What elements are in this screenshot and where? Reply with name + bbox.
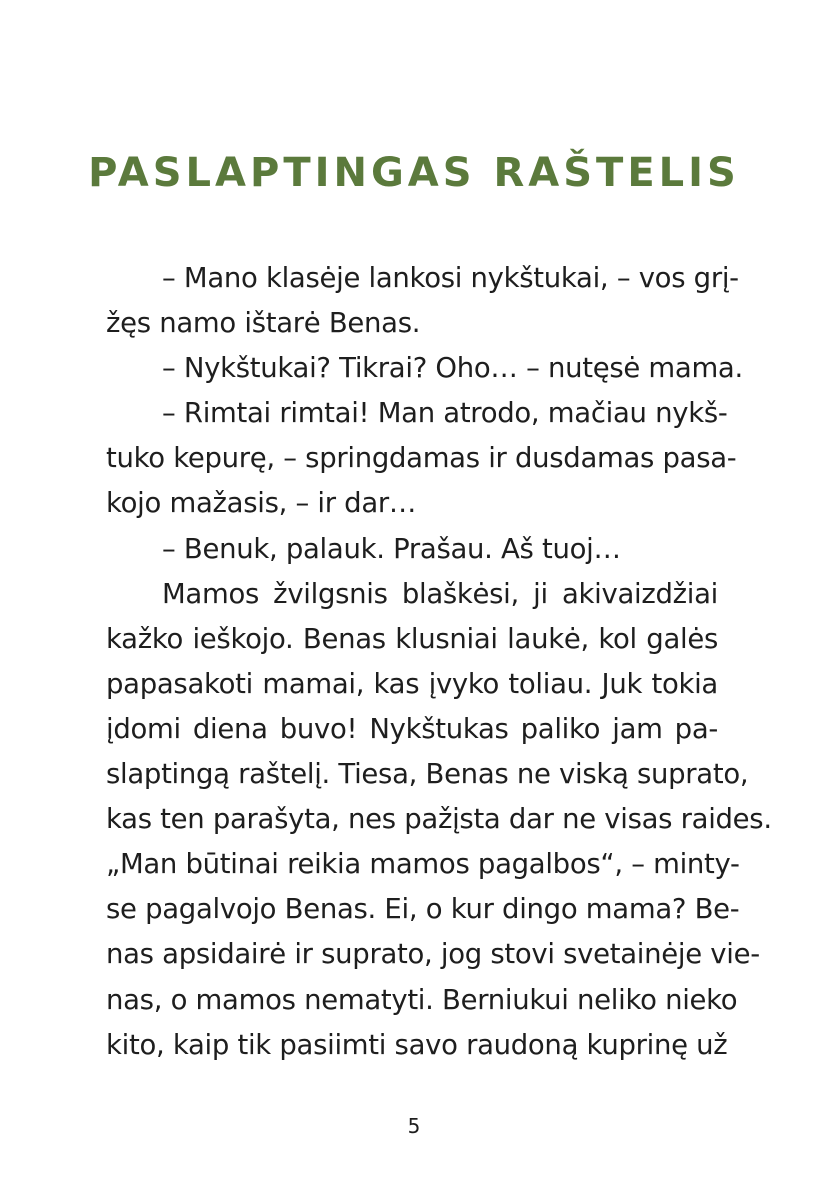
text-line: „Man būtinai reikia mamos pagalbos“, – minty- xyxy=(106,848,740,881)
text-line: – Benuk, palauk. Prašau. Aš tuoj… xyxy=(162,532,621,565)
text-line: įdomi diena buvo! Nykštukas paliko jam pa- xyxy=(106,712,718,745)
text-line: – Rimtai rimtai! Man atrodo, mačiau nykš- xyxy=(162,397,728,430)
text-line: slaptingą raštelį. Tiesa, Benas ne viską suprato, xyxy=(106,758,749,791)
text-line: kas ten parašyta, nes pažįsta dar ne visas raides. xyxy=(106,803,772,836)
text-line: kažko ieškojo. Benas klusniai laukė, kol galės xyxy=(106,622,718,655)
text-line: nas, o mamos nematyti. Berniukui neliko nieko xyxy=(106,983,738,1016)
text-line: nas apsidairė ir suprato, jog stovi svetainėje vie- xyxy=(106,938,760,971)
text-line: Mamos žvilgsnis blaškėsi, ji akivaizdžiai xyxy=(162,577,718,610)
text-line: se pagalvojo Benas. Ei, o kur dingo mama? Be- xyxy=(106,893,740,926)
text-line: papasakoti mamai, kas įvyko toliau. Juk tokia xyxy=(106,667,718,700)
text-line: tuko kepurę, – springdamas ir dusdamas pasa- xyxy=(106,442,737,475)
body-text xyxy=(106,256,772,1068)
text-line: kojo mažasis, – ir dar… xyxy=(106,487,417,520)
text-line: – Nykštukai? Tikrai? Oho… – nutęsė mama. xyxy=(162,352,743,385)
page-number: 5 xyxy=(407,1114,421,1138)
chapter-title: PASLAPTINGAS RAŠTELIS xyxy=(88,149,740,196)
text-line: – Mano klasėje lankosi nykštukai, – vos grį- xyxy=(162,262,739,294)
text-line: kito, kaip tik pasiimti savo raudoną kuprinę už xyxy=(106,1028,728,1061)
text-line: žęs namo ištarė Benas. xyxy=(106,307,421,340)
